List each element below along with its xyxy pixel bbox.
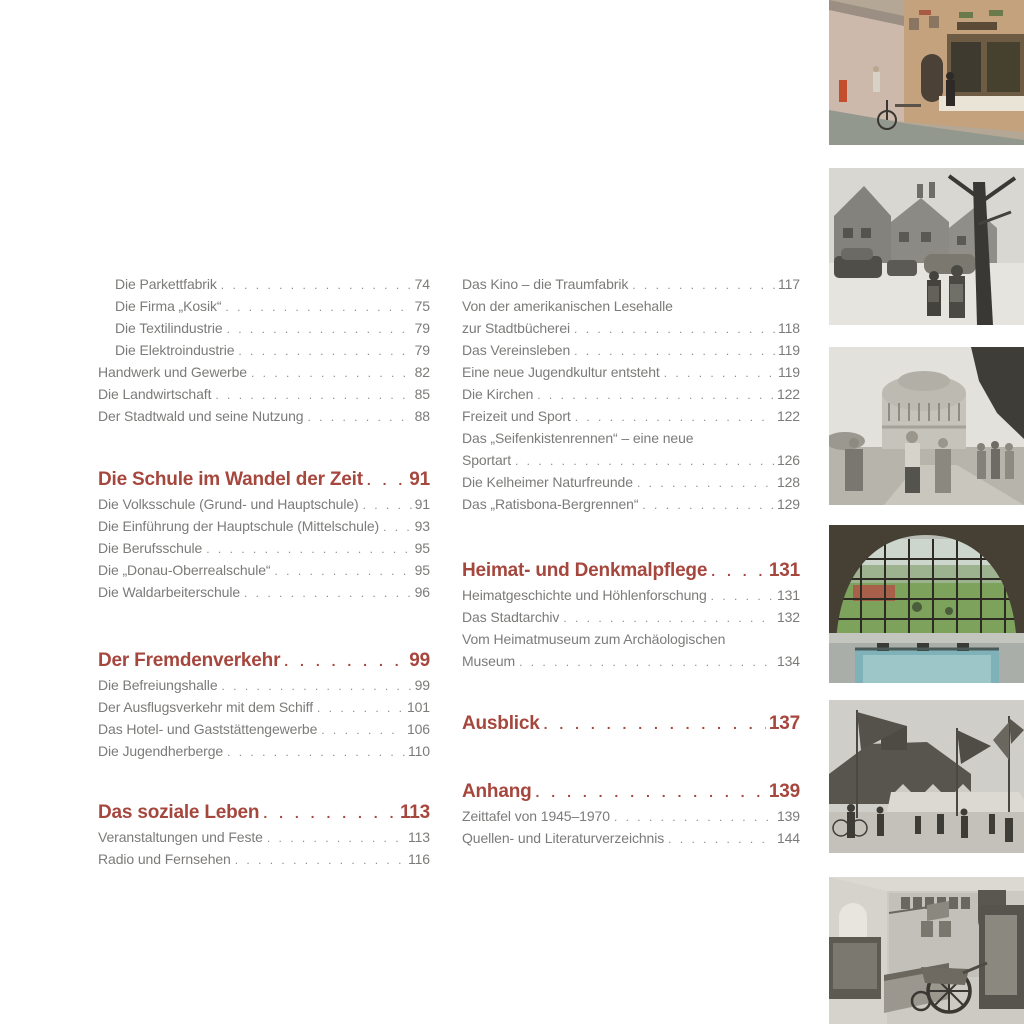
toc-entry-page: 88 — [414, 408, 430, 424]
toc-heading-label: Heimat- und Denkmalpflege — [462, 560, 708, 581]
dot-leader — [515, 450, 774, 472]
toc-entry — [98, 559, 430, 581]
toc-entry — [462, 295, 800, 317]
toc-entry — [462, 273, 800, 295]
dot-leader — [307, 406, 411, 428]
toc-entry-label: Die Einführung der Hauptschule (Mittelschule) — [98, 518, 380, 534]
toc-entry — [98, 317, 430, 339]
toc-entry-label: Die Kelheimer Naturfreunde — [462, 474, 633, 490]
toc-entry-page: 75 — [414, 298, 430, 314]
toc-entry-page: 85 — [414, 386, 430, 402]
toc-entry-label: Das Hotel- und Gaststättengewerbe — [98, 721, 318, 737]
toc-entry-page: 74 — [414, 276, 430, 292]
dot-leader — [614, 806, 774, 828]
dot-leader — [536, 779, 766, 805]
toc-entry-label: Die Firma „Kosik“ — [115, 298, 222, 314]
toc-entry-label: Der Stadtwald und seine Nutzung — [98, 408, 304, 424]
toc-entry — [462, 628, 800, 650]
photo-festival-flags — [829, 700, 1024, 853]
dot-leader — [642, 494, 774, 516]
toc-entry — [462, 805, 800, 827]
toc-entry-label: Die Kirchen — [462, 386, 534, 402]
toc-entry-label: Die „Donau-Oberrealschule“ — [98, 562, 271, 578]
toc-entry-label: Das Kino – die Traumfabrik — [462, 276, 629, 292]
toc-section — [462, 779, 800, 849]
toc-entry — [462, 584, 800, 606]
toc-entry-page: 96 — [414, 584, 430, 600]
toc-entry-page: 79 — [414, 320, 430, 336]
toc-entry — [462, 427, 800, 449]
photo-old-town-street — [829, 0, 1024, 145]
toc-entry — [462, 650, 800, 672]
dot-leader — [221, 274, 412, 296]
dot-leader — [317, 697, 404, 719]
dot-leader — [537, 384, 774, 406]
toc-section-heading — [98, 648, 430, 674]
toc-entry-page: 110 — [407, 743, 430, 759]
dot-leader — [363, 494, 412, 516]
toc-entry — [462, 493, 800, 515]
toc-heading-label: Anhang — [462, 781, 532, 802]
toc-entry — [462, 827, 800, 849]
toc-entry-page: 116 — [407, 851, 430, 867]
toc-section — [98, 648, 430, 762]
dot-leader — [222, 675, 412, 697]
dot-leader — [711, 585, 774, 607]
toc-section — [462, 711, 800, 737]
toc-entry-label: Museum — [462, 653, 516, 669]
toc-entry — [462, 339, 800, 361]
toc-column-right — [462, 273, 800, 849]
toc-entry-page: 122 — [776, 408, 800, 424]
dot-leader — [711, 558, 766, 584]
toc-entry-page: 113 — [407, 829, 430, 845]
toc-entry-label: Freizeit und Sport — [462, 408, 571, 424]
toc-section — [462, 273, 800, 515]
toc-heading-label: Ausblick — [462, 713, 540, 734]
toc-entry-label: Die Elektroindustrie — [115, 342, 235, 358]
toc-entry-page: 101 — [406, 699, 430, 715]
dot-leader — [206, 538, 411, 560]
toc-section — [98, 467, 430, 603]
toc-entry — [98, 339, 430, 361]
dot-leader — [574, 318, 775, 340]
toc-section-heading — [462, 558, 800, 584]
toc-section — [462, 558, 800, 672]
toc-entry-label: Veranstaltungen und Feste — [98, 829, 263, 845]
toc-entry-label: Handwerk und Gewerbe — [98, 364, 247, 380]
toc-entry-label: Die Jugendherberge — [98, 743, 224, 759]
toc-entry — [462, 317, 800, 339]
toc-entry — [98, 826, 430, 848]
dot-leader — [664, 362, 775, 384]
toc-entry-page: 91 — [414, 496, 430, 512]
toc-section — [98, 273, 430, 427]
toc-heading-page: 91 — [409, 469, 430, 490]
toc-section-heading — [98, 800, 430, 826]
toc-entry — [98, 537, 430, 559]
toc-entry-label: Die Befreiungshalle — [98, 677, 218, 693]
toc-entry — [98, 405, 430, 427]
toc-entry — [98, 740, 430, 762]
dot-leader — [251, 362, 412, 384]
toc-entry-label: Quellen- und Literaturverzeichnis — [462, 830, 665, 846]
toc-entry-page: 139 — [776, 808, 800, 824]
toc-entry — [462, 471, 800, 493]
toc-entry-label: Die Volksschule (Grund- und Hauptschule) — [98, 496, 359, 512]
toc-entry-label: Das Vereinsleben — [462, 342, 571, 358]
toc-entry-label: Von der amerikanischen Lesehalle — [462, 298, 673, 314]
toc-entry-page: 93 — [414, 518, 430, 534]
toc-heading-label: Der Fremdenverkehr — [98, 650, 281, 671]
toc-entry-label: Das Stadtarchiv — [462, 609, 560, 625]
toc-section — [98, 800, 430, 870]
toc-section-heading — [98, 467, 430, 493]
toc-column-left — [98, 273, 430, 870]
toc-entry — [98, 383, 430, 405]
dot-leader — [637, 472, 774, 494]
dot-leader — [563, 607, 774, 629]
toc-entry-page: 131 — [776, 587, 800, 603]
toc-entry — [98, 696, 430, 718]
photo-museum-interior — [829, 877, 1024, 1024]
toc-heading-label: Die Schule im Wandel der Zeit — [98, 469, 363, 490]
toc-entry-page: 128 — [776, 474, 800, 490]
toc-entry-page: 129 — [776, 496, 800, 512]
toc-entry-label: zur Stadtbücherei — [462, 320, 571, 336]
toc-entry-page: 82 — [414, 364, 430, 380]
photo-indoor-pool — [829, 525, 1024, 683]
photo-winter-square — [829, 168, 1024, 325]
dot-leader — [383, 516, 412, 538]
toc-entry-label: Die Berufsschule — [98, 540, 203, 556]
dot-leader — [235, 849, 405, 871]
toc-entry-page: 119 — [777, 342, 800, 358]
toc-entry — [98, 295, 430, 317]
toc-entry-page: 95 — [414, 540, 430, 556]
dot-leader — [367, 467, 406, 493]
dot-leader — [227, 318, 412, 340]
toc-entry-page: 99 — [414, 677, 430, 693]
toc-entry-page: 79 — [414, 342, 430, 358]
dot-leader — [215, 384, 411, 406]
toc-entry — [98, 515, 430, 537]
dot-leader — [668, 828, 774, 850]
photo-strip — [829, 0, 1024, 1024]
toc-section-heading — [462, 711, 800, 737]
dot-leader — [284, 648, 406, 674]
dot-leader — [574, 340, 775, 362]
toc-entry — [462, 405, 800, 427]
toc-entry — [98, 493, 430, 515]
dot-leader — [544, 711, 766, 737]
toc-entry-page: 106 — [406, 721, 430, 737]
dot-leader — [519, 651, 774, 673]
toc-entry-label: Die Landwirtschaft — [98, 386, 212, 402]
dot-leader — [575, 406, 774, 428]
dot-leader — [321, 719, 404, 741]
toc-heading-page: 113 — [399, 802, 430, 823]
dot-leader — [227, 741, 405, 763]
toc-entry — [98, 581, 430, 603]
toc-entry-label: Vom Heimatmuseum zum Archäologischen — [462, 631, 726, 647]
dot-leader — [263, 800, 397, 826]
toc-entry — [462, 449, 800, 471]
dot-leader — [225, 296, 411, 318]
toc-heading-page: 131 — [768, 560, 800, 581]
toc-entry-label: Die Textilindustrie — [115, 320, 223, 336]
toc-entry — [98, 361, 430, 383]
toc-entry — [462, 606, 800, 628]
toc-entry-label: Das „Seifenkistenrennen“ – eine neue — [462, 430, 694, 446]
dot-leader — [267, 827, 405, 849]
toc-entry-label: Die Waldarbeiterschule — [98, 584, 241, 600]
toc-entry-label: Zeittafel von 1945–1970 — [462, 808, 610, 824]
dot-leader — [238, 340, 411, 362]
toc-heading-label: Das soziale Leben — [98, 802, 260, 823]
toc-entry-page: 132 — [776, 609, 800, 625]
toc-entry-label: Sportart — [462, 452, 511, 468]
toc-entry-page: 144 — [776, 830, 800, 846]
toc-entry-page: 119 — [777, 364, 800, 380]
dot-leader — [632, 274, 775, 296]
toc-entry-page: 118 — [777, 320, 800, 336]
toc-entry-page: 95 — [414, 562, 430, 578]
toc-entry-label: Heimatgeschichte und Höhlenforschung — [462, 587, 707, 603]
toc-heading-page: 139 — [768, 781, 800, 802]
toc-entry-label: Das „Ratisbona-Bergrennen“ — [462, 496, 639, 512]
toc-section-heading — [462, 779, 800, 805]
toc-entry — [98, 718, 430, 740]
toc-entry-label: Eine neue Jugendkultur entsteht — [462, 364, 660, 380]
toc-heading-page: 99 — [409, 650, 430, 671]
toc-entry-page: 117 — [777, 276, 800, 292]
toc-entry-label: Der Ausflugsverkehr mit dem Schiff — [98, 699, 313, 715]
toc-entry-label: Die Parkettfabrik — [115, 276, 217, 292]
toc-entry — [462, 383, 800, 405]
toc-heading-page: 137 — [768, 713, 800, 734]
toc-entry — [98, 674, 430, 696]
toc-entry-label: Radio und Fernsehen — [98, 851, 231, 867]
toc-entry-page: 122 — [776, 386, 800, 402]
toc-entry — [98, 273, 430, 295]
toc-entry — [98, 848, 430, 870]
toc-entry-page: 126 — [776, 452, 800, 468]
dot-leader — [244, 582, 412, 604]
dot-leader — [274, 560, 411, 582]
toc-entry-page: 134 — [776, 653, 800, 669]
photo-befreiungshalle-visitors — [829, 347, 1024, 505]
toc-entry — [462, 361, 800, 383]
